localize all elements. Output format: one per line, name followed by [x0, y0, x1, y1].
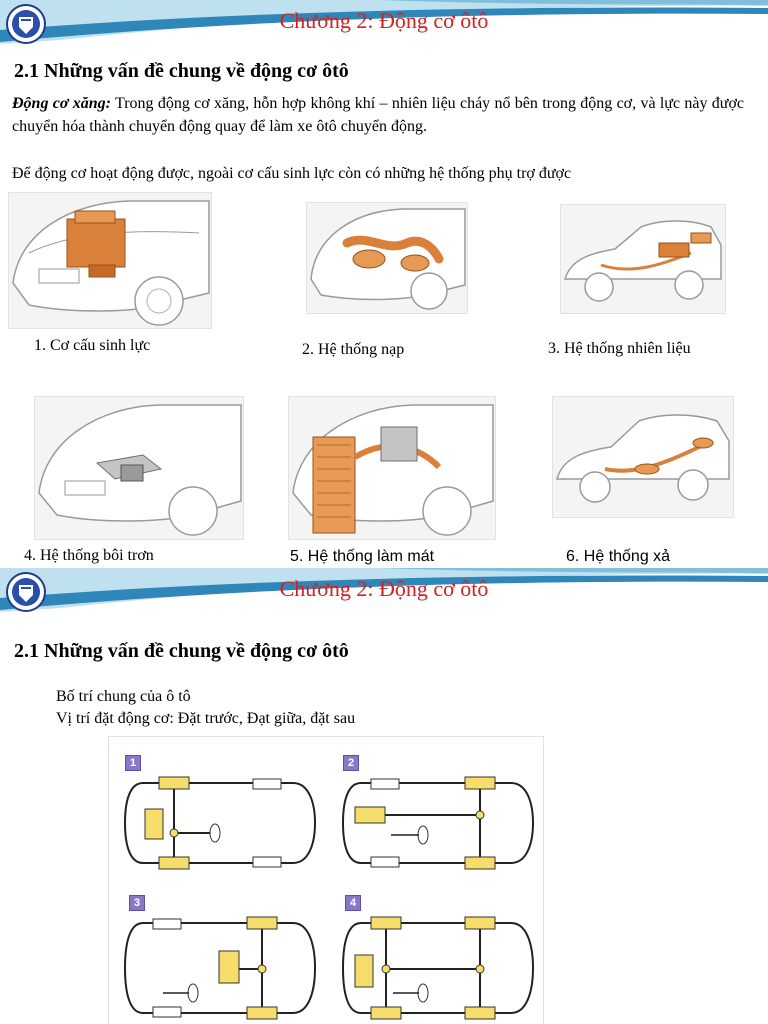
caption-exhaust-system: 6. Hệ thống xả: [566, 548, 671, 565]
mid-engine-rear-drive-diagram: [123, 913, 317, 1023]
engine-position-text: Vị trí đặt động cơ: Đặt trước, Đạt giữa, đặt sau: [56, 710, 356, 727]
caption-intake-system: 2. Hệ thống nạp: [302, 341, 405, 358]
caption-lubrication-system: 4. Hệ thống bôi trơn: [24, 547, 154, 564]
exhaust-system-image: [552, 396, 734, 518]
layout-number-badge: 4: [345, 895, 361, 911]
section-title: 2.1 Những vấn đề chung về động cơ ôtô: [14, 640, 349, 662]
fuel-system-image: [560, 204, 726, 314]
paragraph-body: Trong động cơ xăng, hỗn hợp không khí – nhiên liệu cháy nổ bên trong động cơ, và lực này được chuyển hóa thành chuyển động quay để làm xe ôtô chuyển động.: [12, 95, 745, 135]
paragraph-lead: Động cơ xăng:: [12, 95, 111, 112]
layout-number-badge: 3: [129, 895, 145, 911]
general-layout-text: Bố trí chung của ô tô: [56, 688, 191, 705]
paragraph-gasoline-engine: [12, 92, 744, 138]
paragraph-auxiliary-systems: Để động cơ hoạt động được, ngoài cơ cấu sinh lực còn có những hệ thống phụ trợ được: [12, 165, 572, 182]
engine-mechanism-image: [8, 192, 212, 329]
caption-engine-mechanism: 1. Cơ cấu sinh lực: [34, 337, 151, 354]
lubrication-system-image: [34, 396, 244, 540]
drivetrain-layout-diagram: [108, 736, 544, 1024]
layout-number-badge: 1: [125, 755, 141, 771]
header-title: Chương 2: Động cơ ôtô: [279, 8, 489, 33]
layout-number-badge: 2: [343, 755, 359, 771]
four-wheel-drive-diagram: [341, 913, 535, 1023]
section-title: 2.1 Những vấn đề chung về động cơ ôtô: [14, 60, 349, 82]
cooling-system-image: [288, 396, 496, 540]
front-engine-rear-drive-diagram: [341, 773, 535, 873]
intake-system-image: [306, 202, 468, 314]
front-engine-front-drive-diagram: [123, 773, 317, 873]
slide-header: [0, 568, 768, 612]
slide-2: [0, 568, 768, 1024]
caption-fuel-system: 3. Hệ thống nhiên liệu: [548, 340, 691, 357]
slide-header: [0, 0, 768, 44]
caption-cooling-system: 5. Hệ thống làm mát: [290, 548, 435, 565]
header-title: Chương 2: Động cơ ôtô: [279, 576, 489, 601]
